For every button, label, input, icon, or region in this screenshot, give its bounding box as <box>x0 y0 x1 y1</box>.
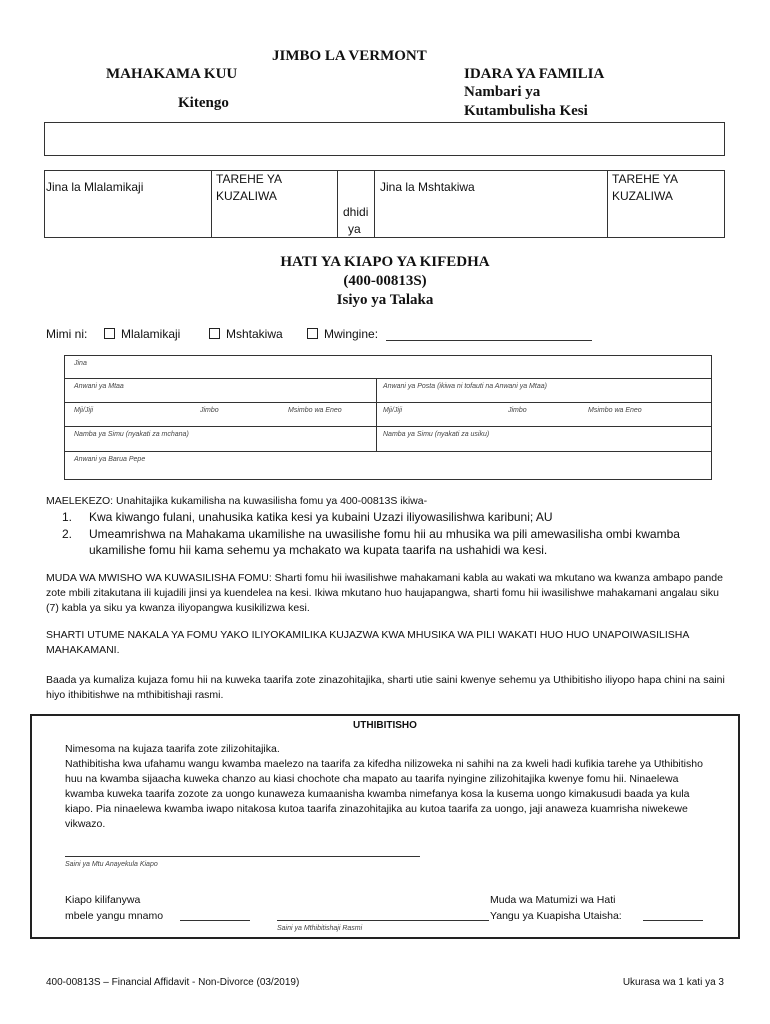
checkbox-icon[interactable] <box>104 328 115 339</box>
postal-zip-field[interactable]: Msimbo wa Eneo <box>588 407 642 414</box>
verification-body: Nathibitisha kwa ufahamu wangu kwamba maelezo na taarifa za kifedha nilizoweka ni sahihi na za kweli hadi kufikia tarehe ya Uthibitisho huu na kwamba sijaacha kuweka chanzo au kiasi chochote cha mapato au taarifa nyingine zilizohitajika kwenye fomu hii. Ninaelewa kwamba kuweka taarifa zozote za uongo kunaweza kumaanisha kwamba nimefanya kosa la kusema uongo kimakusudi baada ya kula kiapo. Pia ninaelewa kwamba iwapo nitakosa kutoa taarifa zinazohitajika au kutoa taarifa za uongo, jaji anaweza kuamrisha niwekewe vikwazo. <box>65 758 703 830</box>
night-phone-field[interactable]: Namba ya Simu (nyakati za usiku) <box>383 431 490 438</box>
role-option-label: Mshtakiwa <box>226 327 283 341</box>
postal-address-field[interactable]: Anwani ya Posta (ikiwa ni tofauti na Anwani ya Mtaa) <box>383 383 547 390</box>
unit-label: Kitengo <box>178 95 229 111</box>
docket-label-1: Nambari ya <box>464 84 541 100</box>
copy-paragraph: SHARTI UTUME NAKALA YA FOMU YAKO ILIYOKAMILIKA KUJAZWA KWA MHUSIKA WA PILI WAKATI HUO HUO UNAPOIWASILISHA MAHAKAMANI. <box>46 629 689 656</box>
court-name: MAHAKAMA KUU <box>106 66 238 82</box>
footer-form-id: 400-00813S – Financial Affidavit - Non-Divorce (03/2019) <box>46 977 300 988</box>
zip-field[interactable]: Msimbo wa Eneo <box>288 407 342 414</box>
postal-city-field[interactable]: Mji/Jiji <box>383 407 403 414</box>
affiant-signature-field[interactable] <box>65 856 420 857</box>
sworn-date-field[interactable] <box>180 920 250 921</box>
form-number: (400-00813S) <box>343 273 427 289</box>
street-address-field[interactable]: Anwani ya Mtaa <box>74 383 124 390</box>
email-field[interactable]: Anwani ya Barua Pepe <box>74 456 146 463</box>
plaintiff-name-field[interactable]: Jina la Mlalamikaji <box>46 180 144 194</box>
state-title: JIMBO LA VERMONT <box>272 48 427 64</box>
docket-label-2: Kutambulisha Kesi <box>464 103 588 119</box>
instruction-item-2 <box>62 527 680 541</box>
form-subtitle: Isiyo ya Talaka <box>336 292 434 308</box>
instruction-item-1 <box>62 510 553 524</box>
expiry-label-1: Muda wa Matumizi wa Hati <box>490 894 616 906</box>
role-prefix: Mimi ni: <box>46 327 88 341</box>
checkbox-icon[interactable] <box>209 328 220 339</box>
role-option-plaintiff[interactable] <box>104 327 180 341</box>
list-text: Kwa kiwango fulani, unahusika katika kesi ya kubaini Uzazi iliyowasilishwa karibuni; AU <box>89 510 553 524</box>
postal-state-field[interactable]: Jimbo <box>508 407 527 414</box>
form-title: HATI YA KIAPO YA KIFEDHA <box>280 254 490 270</box>
city-field[interactable]: Mji/Jiji <box>74 407 94 414</box>
contact-info-box <box>64 355 712 480</box>
expiry-date-field[interactable] <box>643 920 703 921</box>
state-field[interactable]: Jimbo <box>200 407 219 414</box>
versus-label-1: dhidi <box>343 205 369 219</box>
notary-signature-label: Saini ya Mthibitishaji Rasmi <box>277 925 363 932</box>
defendant-dob-label-2: KUZALIWA <box>612 189 673 203</box>
deadline-paragraph: MUDA WA MWISHO WA KUWASILISHA FOMU: Sharti fomu hii iwasilishwe mahakamani kabla au wakati wa mkutano wa kwanza ambapo pande zote mbili zitakutana ili kujadili jinsi ya kuendelea na kesi. Ikiwa mkutano huo haujapangwa, sharti fomu hii iwasilishwe mahakamani angalau siku (7) kabla ya siku ya kwanza iliyopangwa kusikilizwa kesi. <box>46 572 723 614</box>
list-number: 2. <box>62 527 73 541</box>
plaintiff-dob-label-2: KUZALIWA <box>216 189 277 203</box>
affiant-signature-label: Saini ya Mtu Anayekula Kiapo <box>65 861 158 868</box>
checkbox-icon[interactable] <box>307 328 318 339</box>
other-role-field[interactable] <box>386 340 592 341</box>
defendant-name-field[interactable]: Jina la Mshtakiwa <box>380 180 475 194</box>
docket-number-field[interactable] <box>44 122 725 156</box>
verification-heading: UTHIBITISHO <box>353 720 417 731</box>
day-phone-field[interactable]: Namba ya Simu (nyakati za mchana) <box>74 431 189 438</box>
role-option-defendant[interactable] <box>209 327 283 341</box>
versus-label-2: ya <box>348 222 361 236</box>
list-number: 1. <box>62 510 73 524</box>
sworn-label-2: mbele yangu mnamo <box>65 910 164 922</box>
role-option-label: Mlalamikaji <box>121 327 181 341</box>
instruction-item-2-cont: ukamilishe fomu hii kama sehemu ya mchakato wa kupata taarifa na ushahidi wa kesi. <box>89 543 548 557</box>
role-option-other[interactable] <box>307 327 378 341</box>
role-option-label: Mwingine: <box>324 327 379 341</box>
sign-paragraph: Baada ya kumaliza kujaza fomu hii na kuweka taarifa zote zinazohitajika, sharti utie saini kwenye sehemu ya Uthibitisho iliyopo hapa chini na saini hiyo ithibitishwe na mthibitishaji rasmi. <box>46 674 725 701</box>
name-field[interactable]: Jina <box>74 360 87 367</box>
division-name: IDARA YA FAMILIA <box>464 66 605 82</box>
footer-page-number: Ukurasa wa 1 kati ya 3 <box>622 977 724 988</box>
expiry-label-2: Yangu ya Kuapisha Utaisha: <box>490 910 622 922</box>
sworn-label-1: Kiapo kilifanywa <box>65 894 141 906</box>
plaintiff-dob-label-1: TAREHE YA <box>216 172 283 186</box>
defendant-dob-label-1: TAREHE YA <box>612 172 679 186</box>
instructions-intro: MAELEKEZO: Unahitajika kukamilisha na kuwasilisha fomu ya 400-00813S ikiwa- <box>46 495 428 507</box>
verification-line1: Nimesoma na kujaza taarifa zote zilizohitajika. <box>65 743 280 755</box>
notary-signature-field[interactable] <box>277 920 489 921</box>
list-text: Umeamrishwa na Mahakama ukamilishe na uwasilishe fomu hii au mhusika wa pili amewasilisha ombi kwamba <box>89 527 680 541</box>
